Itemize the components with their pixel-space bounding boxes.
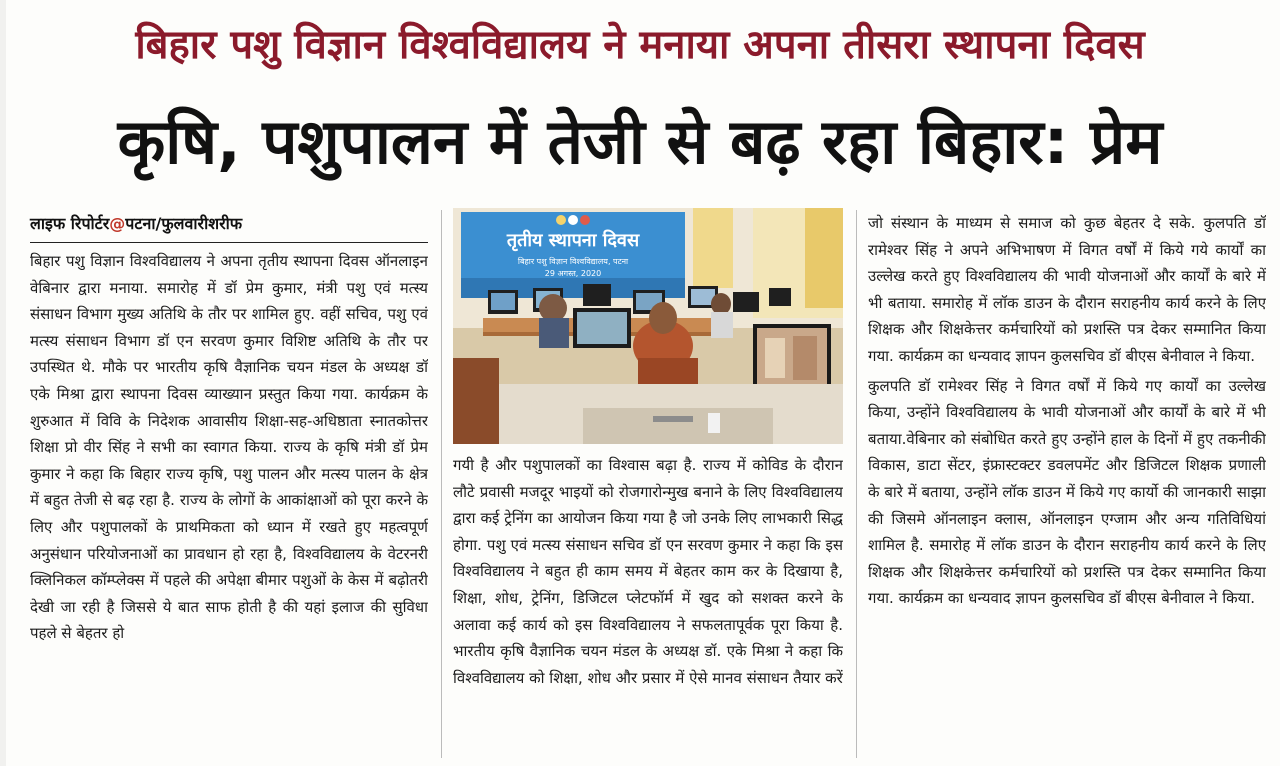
column-2-text: गयी है और पशुपालकों का विश्वास बढ़ा है. राज्य में कोविड के दौरान लौटे प्रवासी मजदूर भाइयों को रोजगारोन्मुख बनाने के लिए विश्वविद्यालय द्वारा कई ट्रेनिंग का आयोजन किया गया है जो उनके लिए लाभकारी सिद्ध होगा. पशु एवं मत्स्य संसाधन सचिव डॉ एन सरवण कुमार ने कहा कि इस विश्वविद्यालय ने बहुत ही काम समय में बेहतर काम कर के दिखाया है, शिक्षा, शोध, ट्रेनिंग, डिजिटल प्लेटफॉर्म में खुद को सशक्त करने के अलावा कई कार्य को इस विश्वविद्यालय ने सफलतापूर्वक पूरा किया है. भारतीय कृषि वैज्ञानिक चयन मंडल के अध्यक्ष डॉ. एके मिश्रा ने कहा कि विश्वविद्यालय को शिक्षा, शोध और प्रसार में ऐसे मानव संसाधन तैयार करें bbox=[453, 456, 843, 687]
banner-subtitle: बिहार पशु विज्ञान विश्वविद्यालय, पटना bbox=[517, 257, 629, 266]
banner-title: तृतीय स्थापना दिवस bbox=[506, 230, 640, 251]
byline-place: पटना/फुलवारीशरीफ bbox=[125, 214, 243, 233]
column-divider-2 bbox=[856, 210, 857, 758]
event-photo bbox=[453, 208, 843, 444]
byline-rule bbox=[30, 242, 428, 243]
banner-date: 29 अगस्त, 2020 bbox=[544, 269, 602, 278]
column-1-text: बिहार पशु विज्ञान विश्वविद्यालय ने अपना तृतीय स्थापना दिवस ऑनलाइन वेबिनार द्वारा मनाया. समारोह में डॉ प्रेम कुमार, मंत्री पशु एवं मत्स्य संसाधन विभाग मुख्य अतिथि के तौर पर शामिल हुए. वहीं सचिव, पशु एवं मत्स्य संसाधन विभाग डॉ एन सरवण कुमार विशिष्ट अतिथि के तौर पर उपस्थित थे. मौके पर भारतीय कृषि वैज्ञानिक चयन मंडल के अध्यक्ष डॉ एके मिश्रा द्वारा स्थापना दिवस व्याख्यान प्रस्तुत किया गया. कार्यक्रम के शुरुआत में विवि के निदेशक आवासीय शिक्षा-सह-अधिष्ठाता स्नातकोत्तर शिक्षा प्रो वीर सिंह ने सभी का स्वागत किया. राज्य के कृषि मंत्री डॉ प्रेम कुमार ने कहा कि बिहार राज्य कृषि, पशु पालन और मत्स्य पालन के क्षेत्र में बहुत तेजी से बढ़ रहा है. राज्य के लोगों के आकांक्षाओं को पूरा करने के लिए और पशुपालकों के प्राथमिकता को ध्यान में रखते हुए महत्वपूर्ण अनुसंधान परियोजनाओं का प्रावधान हो रहा है, विश्वविद्यालय के वेटरनरी क्लिनिकल कॉम्प्लेक्स में पहले की अपेक्षा बीमार पशुओं के केस में बढ़ोतरी देखी जा रही है जिससे ये बात साफ होती है की यहां इलाज की सुविधा पहले से बेहतर हो bbox=[30, 252, 428, 643]
article-column-1 bbox=[30, 248, 428, 758]
kicker-headline: बिहार पशु विज्ञान विश्वविद्यालय ने मनाया अपना तीसरा स्थापना दिवस bbox=[135, 22, 1145, 68]
column-divider-1 bbox=[441, 210, 442, 758]
byline-reporter: लाइफ रिपोर्टर bbox=[30, 214, 110, 233]
byline bbox=[30, 213, 440, 235]
article-column-3 bbox=[868, 210, 1266, 758]
main-headline: कृषि, पशुपालन में तेजी से बढ़ रहा बिहार: प्रेम bbox=[117, 105, 1163, 178]
column-3-paragraph-1: जो संस्थान के माध्यम से समाज को कुछ बेहतर दे सके. कुलपति डॉ रामेश्वर सिंह ने अपने अभिभाषण में विगत वर्षों में किये गये कार्यों का उल्लेख करते हुए विश्वविद्यालय की भावी योजनाओं और कार्यों के बारे में भी बताया. समारोह में लॉक डाउन के दौरान सराहनीय कार्य करने के लिए शिक्षक और शिक्षकेत्तर कर्मचारियों को प्रशस्ति पत्र देकर सम्मानित किया गया. कार्यक्रम का धन्यवाद ज्ञापन कुलसचिव डॉ बीएस बेनीवाल ने किया. bbox=[868, 214, 1266, 365]
webinar-room-image bbox=[453, 208, 843, 444]
byline-at: @ bbox=[109, 214, 126, 233]
column-3-paragraph-2: कुलपति डॉ रामेश्वर सिंह ने विगत वर्षों में किये गए कार्यों का उल्लेख किया, उन्होंने विश्वविद्यालय के भावी योजनाओं और कार्यों के बारे में भी बताया.वेबिनार को संबोधित करते हुए उन्होंने हाल के दिनों में हुए तकनीकी विकास, डाटा सेंटर, इंफ्रास्टक्टर डवलपमेंट और डिजिटल शिक्षक प्रणाली के बारे में बताया, उन्होंने लॉक डाउन में किये गए कार्यो की जानकारी साझा की जिसमे ऑनलाइन क्लास, ऑनलाइन एग्जाम और अन्य गतिविधियां शामिल है. समारोह में लॉक डाउन के दौरान सराहनीय कार्य करने के लिए शिक्षक और शिक्षकेत्तर कर्मचारियों को प्रशस्ति पत्र देकर सम्मानित किया गया. कार्यक्रम का धन्यवाद ज्ञापन कुलसचिव डॉ बीएस बेनीवाल ने किया. bbox=[868, 376, 1266, 608]
article-column-2 bbox=[453, 452, 843, 758]
